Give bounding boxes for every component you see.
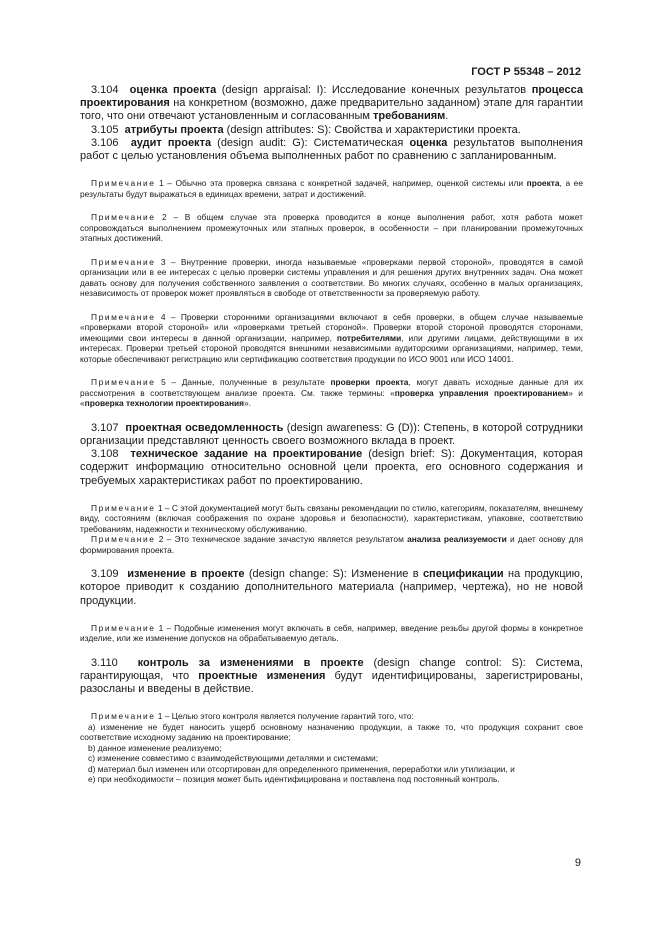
page-number: 9 xyxy=(574,857,581,869)
note-3-108-2 xyxy=(80,534,583,555)
term-reference: потребителями xyxy=(336,332,402,343)
note-text: Это техническое задание зачастую является результатом xyxy=(174,534,408,545)
note-text: » и « xyxy=(80,387,583,409)
list-item: e) при необходимости – позиция может быть идентифицирована и поставлена под постоянный контроль. xyxy=(88,774,500,785)
note-label: Примечание xyxy=(91,534,156,545)
note-number: 5 – xyxy=(155,377,182,388)
term-text: на конкретном (возможно, даже предварительно заданном) этапе для гарантии того, что они отвечают установленным и согласованным xyxy=(80,97,583,123)
note-text: С этой документацией могут быть связаны рекомендации по стилю, категориям, показателям, внешнему виду, состояниям (включая соображения по охране здоровья и безопасности), характеристикам, упаковке, соответствию требованиям, надежности и техническому обслуживанию. xyxy=(80,502,583,534)
note-number: 1 – xyxy=(155,622,175,633)
note-text: Внутренние проверки, иногда называемые «проверками первой стороной», проводятся в самой организации или в ее интересах с целью проверки системы управления и для решения других внутренних задач. Она может давать основу для получения собственного заявления о соответствии. Во многих случаях, особенно в малых организациях, независимость от проверок может проявляться в свободе от ответственности за проверяемую работу. xyxy=(80,256,584,299)
note-text: Проверки сторонними организациями включают в себя проверки, в общем случае называемые «проверками второй стороной» или «проверками третьей стороной». Проверки второй стороной проводятся сторонами, имеющими свои интересы в данной организации, например, xyxy=(80,311,584,343)
term-3-104 xyxy=(80,84,583,124)
term-text: (design appraisal: I): Исследование конечных результатов xyxy=(216,84,532,96)
note-number: 2 – xyxy=(155,212,185,223)
term-name: проектная осведомленность xyxy=(125,421,284,434)
term-3-106 xyxy=(80,137,583,163)
term-text: будут идентифицированы, зарегистрированы, разосланы и введены в действие. xyxy=(80,670,583,696)
note-text: Целью этого контроля является получение гарантий того, что: xyxy=(171,711,414,722)
note-3-108-1 xyxy=(80,503,583,535)
term-text: (design attributes: S): Свойства и характеристики проекта. xyxy=(223,123,521,136)
note-text: , а ее результаты будут выражаться в единицах времени, затрат и достижений. xyxy=(80,178,584,199)
standard-header: ГОСТ Р 55348 – 2012 xyxy=(471,66,581,78)
note-3-106-2 xyxy=(80,212,583,244)
page-content xyxy=(80,84,583,785)
term-name: атрибуты проекта xyxy=(124,123,224,136)
term-reference: процесса проектирования xyxy=(80,84,583,110)
term-text: (design change: S): Изменение в xyxy=(244,568,423,581)
term-number: 3.109 xyxy=(91,568,119,581)
note-text: Обычно эта проверка связана с конкретной задачей, например, оценкой системы или xyxy=(175,178,527,189)
term-reference: требованиям xyxy=(373,110,446,123)
term-number: 3.106 xyxy=(91,136,119,149)
note-label: Примечание xyxy=(91,711,156,722)
term-text: на продукцию, которое приводит к созданию дополнительного материала (например, чертежа), но не новой продукции. xyxy=(80,568,583,607)
term-text: результатов выполнения работ с целью установления объема выполненных работ по сравнению с запланированным. xyxy=(80,136,583,163)
term-text: (design change control: S): Система, гарантирующая, что xyxy=(80,656,583,683)
note-number: 2 – xyxy=(155,534,175,545)
term-name: оценка проекта xyxy=(129,84,217,96)
list-item: d) материал был изменен или отсортирован для определенного применения, переработки или утилизации, и xyxy=(88,763,515,774)
note-number: 1 – xyxy=(155,502,172,513)
term-name: контроль за изменениями в проекте xyxy=(137,656,364,669)
note-3-110-1 xyxy=(80,711,583,722)
term-reference: спецификации xyxy=(422,568,504,581)
note-label: Примечание xyxy=(91,256,156,267)
note-3-106-4 xyxy=(80,312,583,365)
term-number: 3.107 xyxy=(91,421,119,434)
term-reference: проекта xyxy=(526,178,560,189)
term-name: изменение в проекте xyxy=(127,568,245,581)
term-number: 3.105 xyxy=(91,123,119,136)
term-3-109 xyxy=(80,568,583,608)
term-reference: проверки проекта xyxy=(330,377,409,388)
note-text: , или другими лицами, действующими в их интересах. Проверки третьей стороной проводятся внешними независимыми аудиторскими организациями, например, теми, которые обеспечивают регистрацию или сертификацию соответствия продукции по ИСО 9001 или ИСО 14001. xyxy=(80,332,584,364)
note-text: Подобные изменения могут включать в себя, например, введение резьбы другой формы в конкретное изделие, или же изменение допусков на обрабатываемую деталь. xyxy=(80,622,584,644)
note-text: и дает основу для формирования проекта. xyxy=(80,534,584,555)
term-text: . xyxy=(445,110,449,123)
note-text: ». xyxy=(244,398,252,409)
list-item: c) изменение совместимо с взаимодействующими деталями и системами; xyxy=(88,753,379,764)
note-label: Примечание xyxy=(91,311,156,322)
term-3-105 xyxy=(80,124,583,137)
term-reference: анализа реализуемости xyxy=(407,534,507,545)
note-3-106-3 xyxy=(80,257,583,299)
list-item: a) изменение не будет наносить ущерб основному назначению продукции, а также то, что продукция сохранит свое соответствие исходному заданию на проектирование; xyxy=(80,721,583,743)
term-reference: проверка управления проектированием xyxy=(394,387,569,398)
note-label: Примечание xyxy=(91,212,156,223)
term-text: (design audit: G): Систематическая xyxy=(211,136,410,149)
term-3-108 xyxy=(80,448,583,488)
term-number: 3.104 xyxy=(91,84,119,96)
term-text: (design awareness: G (D)): Степень, в которой сотрудники организации представляют ценность своего возможного вклада в проект. xyxy=(80,421,583,447)
term-reference: проверка технологии проектирования xyxy=(84,398,245,409)
note-label: Примечание xyxy=(91,502,156,513)
note-text: , могут давать исходные данные для их рассмотрения в соответствующем анализе проекта. См. также термины: « xyxy=(80,377,584,398)
note-number: 4 – xyxy=(155,311,181,322)
term-reference: оценка xyxy=(409,136,448,149)
list-item: b) данное изменение реализуемо; xyxy=(88,742,222,753)
note-text: В общем случае эта проверка проводится в конце выполнения работ, хотя работа может сопровождаться выполнением промежуточных или этапных проверок, в особенности – при планировании промежуточных этапных достижений. xyxy=(80,212,583,244)
term-text: (design brief: S): Документация, которая содержит информацию относительно основной цели проекта, его основного содержания и требуемых характеристиках работ по проектированию. xyxy=(80,448,583,487)
note-label: Примечание xyxy=(91,178,156,189)
note-3-106-1 xyxy=(80,178,583,199)
note-3-109-1 xyxy=(80,623,583,644)
term-number: 3.108 xyxy=(91,448,119,461)
note-3-106-5 xyxy=(80,377,583,409)
note-number: 1 – xyxy=(155,711,172,722)
note-label: Примечание xyxy=(91,622,156,633)
note-number: 1 – xyxy=(155,178,176,189)
term-number: 3.110 xyxy=(91,656,118,669)
note-number: 3 – xyxy=(155,256,181,267)
term-name: техническое задание на проектирование xyxy=(130,448,363,461)
term-3-110 xyxy=(80,657,583,697)
note-label: Примечание xyxy=(91,377,156,388)
note-text: Данные, полученные в результате xyxy=(181,377,331,388)
term-name: аудит проекта xyxy=(130,136,212,149)
term-3-107 xyxy=(80,422,583,448)
term-reference: проектные изменения xyxy=(198,670,326,683)
